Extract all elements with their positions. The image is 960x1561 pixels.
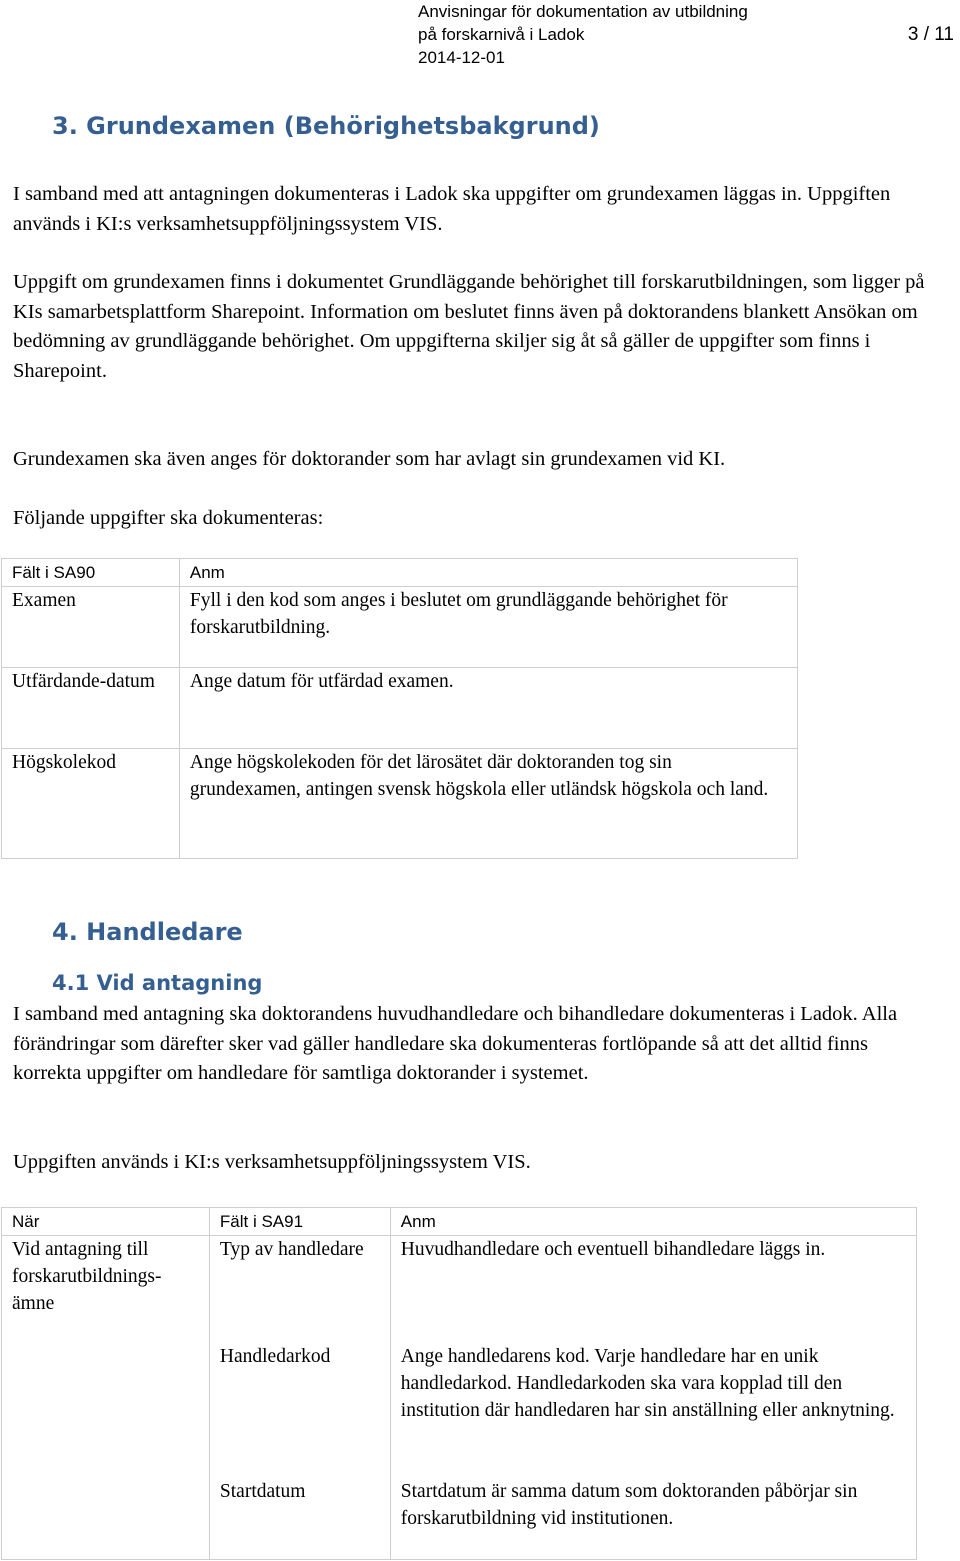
header-title-line1: Anvisningar för dokumentation av utbildning [418,2,748,21]
table-row [2,1343,917,1478]
table-cell: Startdatum [209,1478,390,1560]
header-date: 2014-12-01 [418,48,505,67]
section-4-1-subheading: 4.1 Vid antagning [52,971,263,995]
grundexamen-table [1,558,798,859]
table-cell: Högskolekod [2,749,180,859]
table-header-cell: Fält i SA90 [2,559,180,587]
table-cell: Vid antagning till forskarutbildnings-ämne [2,1236,210,1343]
page-number: 3 / 11 [907,24,954,45]
table-row [2,668,798,749]
table-header-cell: Fält i SA91 [209,1208,390,1236]
table-cell: Huvudhandledare och eventuell bihandledare läggs in. [390,1236,916,1343]
table-header-row [2,559,798,587]
section-3-heading: 3. Grundexamen (Behörighetsbakgrund) [52,112,600,140]
table-cell: Examen [2,587,180,668]
handledare-table [1,1207,917,1560]
table-cell: Startdatum är samma datum som doktoranden påbörjar sin forskarutbildning vid institutionen. [390,1478,916,1560]
table-cell: Fyll i den kod som anges i beslutet om grundläggande behörighet för forskarutbildning. [179,587,797,668]
table-row [2,749,798,859]
section-4-paragraph-1: I samband med antagning ska doktorandens huvudhandledare och bihandledare dokumenteras i Ladok. Alla förändringar som därefter sker vad gäller handledare ska dokumenteras fortlöpande så att det alltid finns korrekta uppgifter om handledare för samtliga doktorander i systemet. [13,1003,898,1084]
table-cell: Typ av handledare [209,1236,390,1343]
section-3-paragraph-1: I samband med att antagningen dokumenteras i Ladok ska uppgifter om grundexamen läggas in. Uppgiften används i KI:s verksamhetsuppföljningssystem VIS. [13,183,891,235]
header-title-line2: på forskarnivå i Ladok [418,25,585,44]
table-header-cell: När [2,1208,210,1236]
section-3-paragraph-3: Grundexamen ska även anges för doktorander som har avlagt sin grundexamen vid KI. [13,448,726,470]
table-cell: Utfärdande-datum [2,668,180,749]
table-header-cell: Anm [390,1208,916,1236]
table-cell: Ange högskolekoden för det lärosätet där doktoranden tog sin grundexamen, antingen svensk högskola eller utländsk högskola och land. [179,749,797,859]
table-header-row [2,1208,917,1236]
section-4-paragraph-2: Uppgiften används i KI:s verksamhetsuppföljningssystem VIS. [13,1151,531,1173]
table-cell [2,1343,210,1478]
table-row [2,1478,917,1560]
table-row [2,587,798,668]
section-4-heading: 4. Handledare [52,918,243,946]
table-cell: Ange datum för utfärdad examen. [179,668,797,749]
section-3-paragraph-2: Uppgift om grundexamen finns i dokumentet Grundläggande behörighet till forskarutbildningen, som ligger på KIs samarbetsplattform Sharepoint. Information om beslutet finns även på doktorandens blankett Ansökan om bedömning av grundläggande behörighet. Om uppgifterna skiljer sig åt så gäller de uppgifter som finns i Sharepoint. [13,271,925,382]
running-header [418,0,748,69]
table-cell [2,1478,210,1560]
section-3-paragraph-4: Följande uppgifter ska dokumenteras: [13,507,324,529]
table-header-cell: Anm [179,559,797,587]
table-cell: Handledarkod [209,1343,390,1478]
table-cell: Ange handledarens kod. Varje handledare har en unik handledarkod. Handledarkoden ska vara kopplad till den institution där handledaren har sin anställning eller anknytning. [390,1343,916,1478]
table-row [2,1236,917,1343]
